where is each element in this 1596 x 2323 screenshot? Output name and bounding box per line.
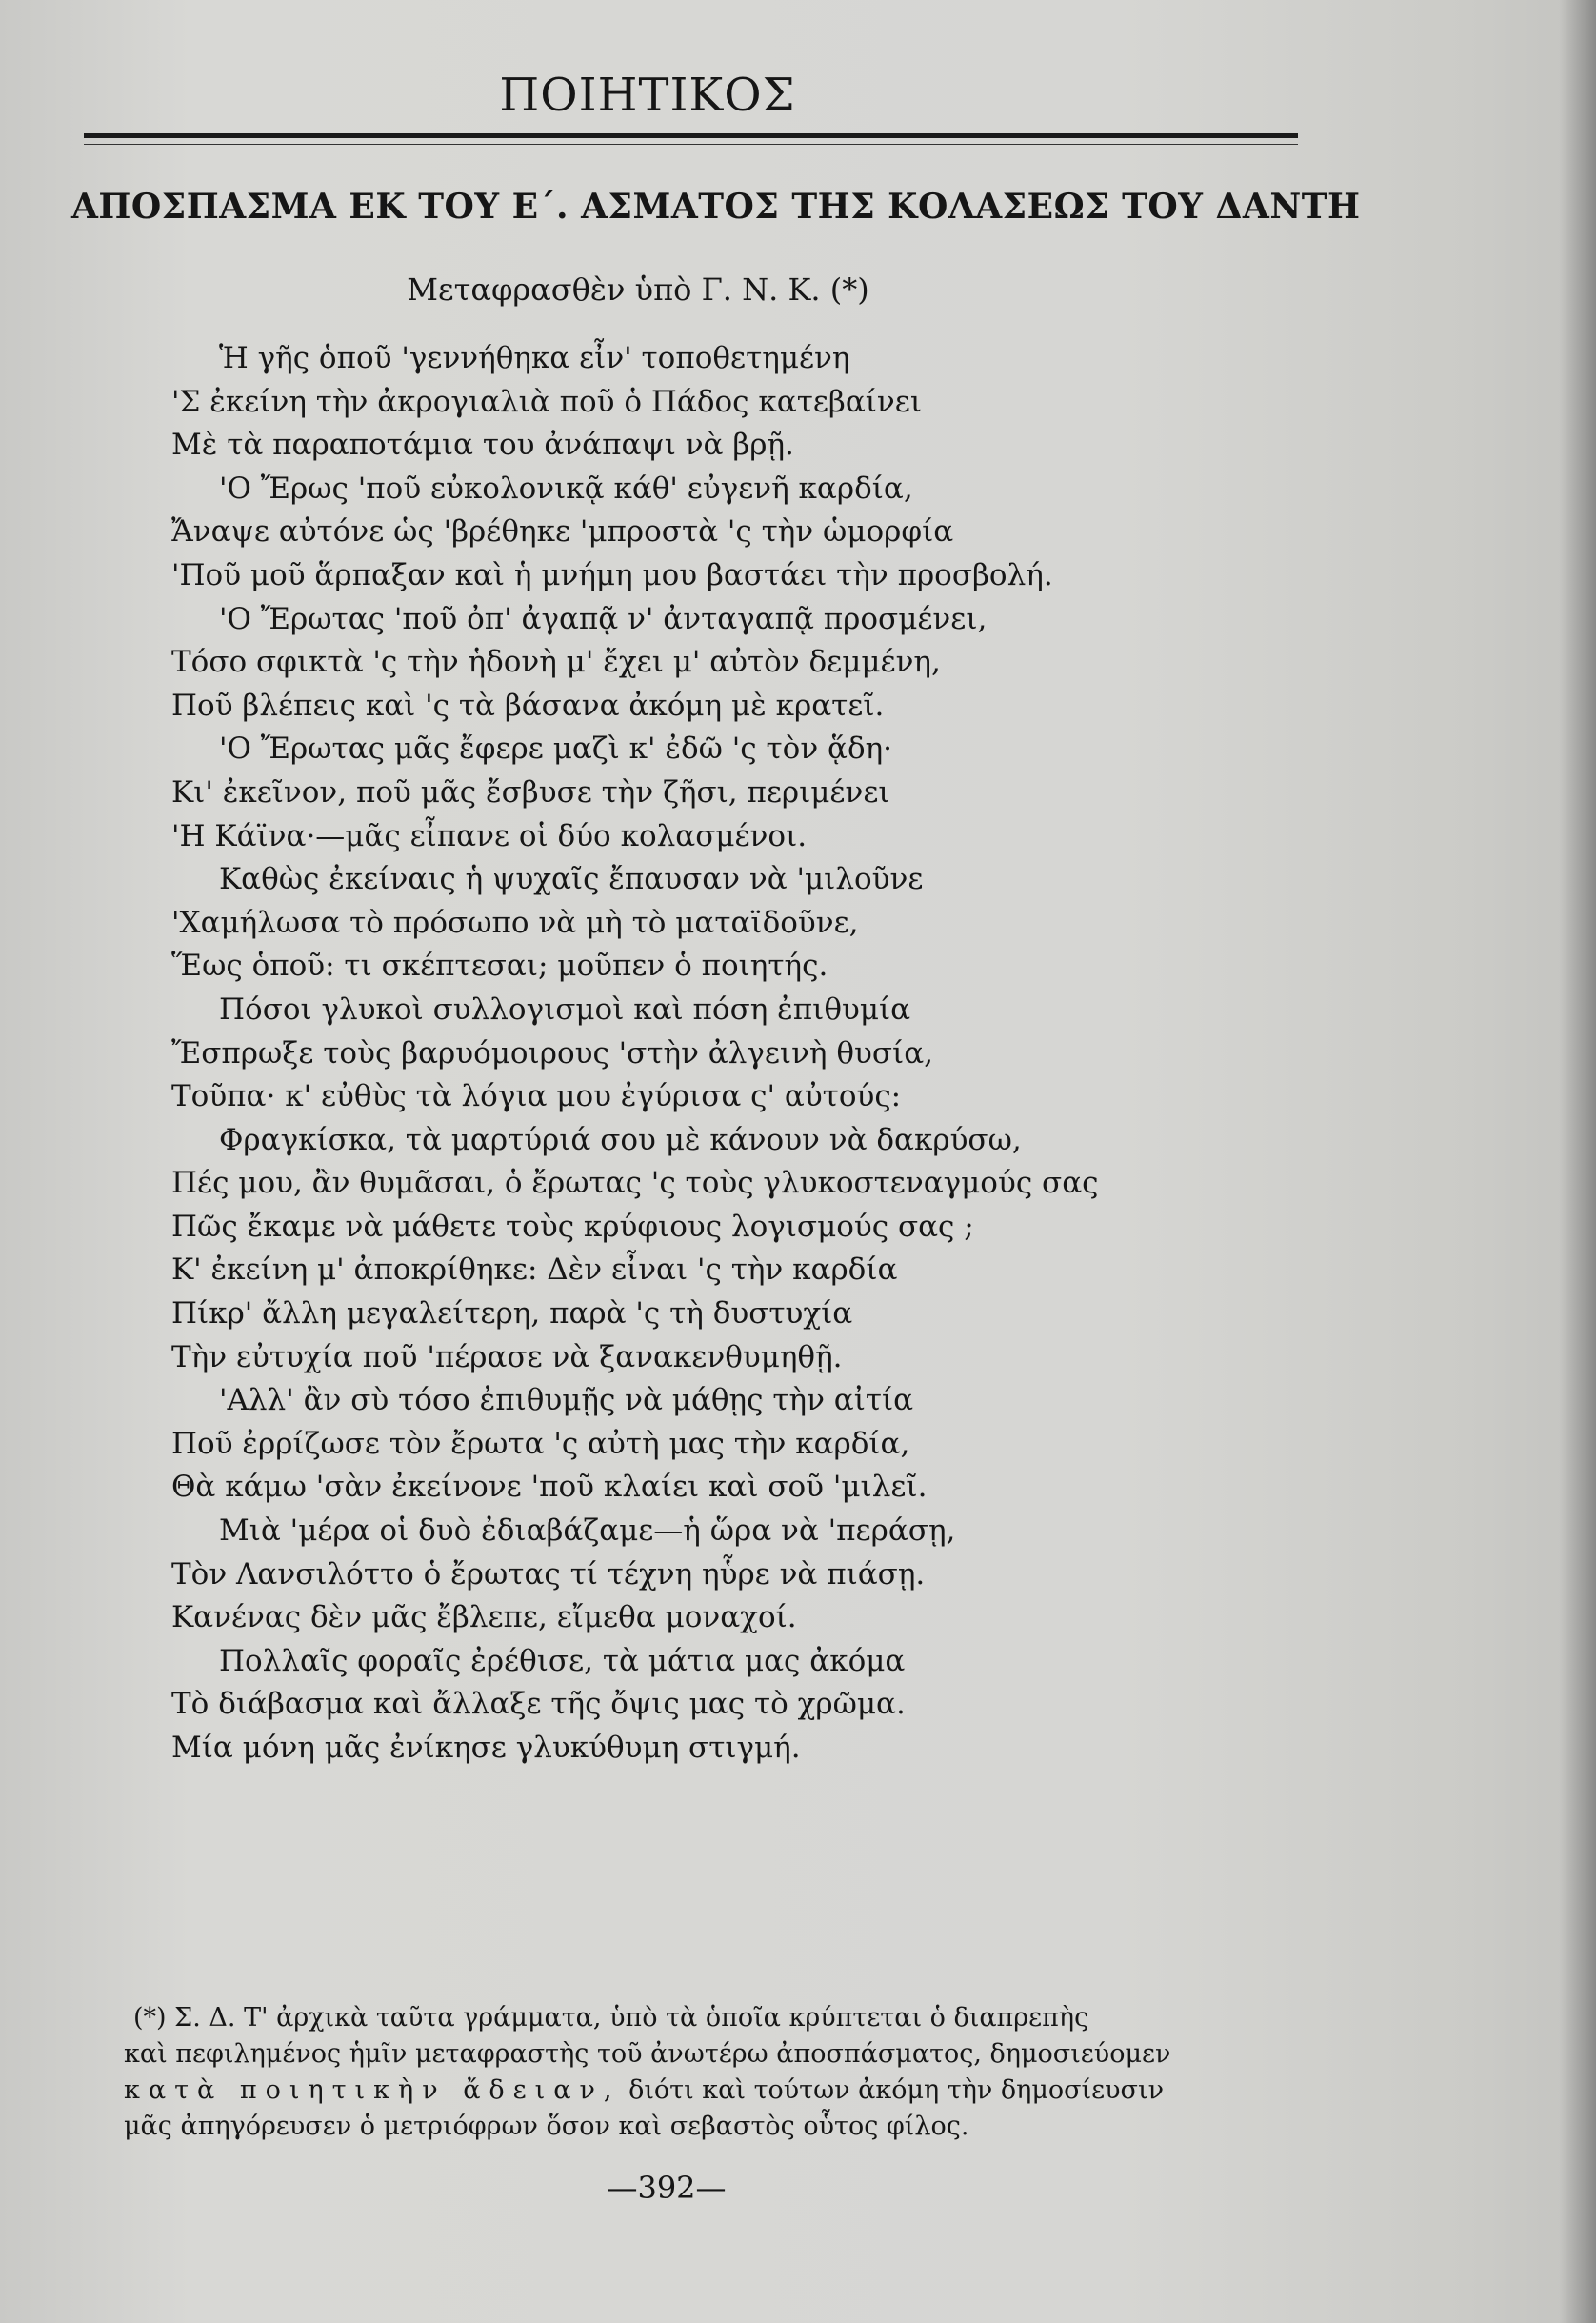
poem-line: Θὰ κάμω 'σὰν ἐκείνονε 'ποῦ κλαίει καὶ σοῦ 'μιλεῖ. bbox=[171, 1470, 928, 1505]
poem-line: Πόσοι γλυκοὶ συλλογισμοὶ καὶ πόση ἐπιθυμία bbox=[219, 991, 911, 1027]
poem-line: Τοῦπα· κ' εὐθὺς τὰ λόγια μου ἐγύρισα ς' αὐτούς: bbox=[171, 1079, 902, 1114]
poem-line: Κ' ἐκείνη μ' ἀποκρίθηκε: Δὲν εἶναι 'ς τὴν καρδία bbox=[171, 1252, 898, 1288]
translator-byline: Μεταφρασθὲν ὑπὸ Γ. Ν. Κ. (*) bbox=[407, 271, 869, 308]
spine-shadow bbox=[1560, 0, 1596, 2323]
footnote-line: καὶ πεφιλημένος ἡμῖν μεταφραστὴς τοῦ ἀνωτέρω ἀποσπάσματος, δημοσιεύομεν bbox=[124, 2039, 1171, 2069]
poem-line: Ἄναψε αὐτόνε ὡς 'βρέθηκε 'μπροστὰ 'ς τὴν ὡμορφία bbox=[171, 514, 954, 550]
poem-line: Τόσο σφικτὰ 'ς τὴν ἡδονὴ μ' ἔχει μ' αὐτὸν δεμμένη, bbox=[171, 645, 941, 680]
poem-line: Μιὰ 'μέρα οἱ δυὸ ἐδιαβάζαμε—ἡ ὥρα νὰ 'περάσῃ, bbox=[219, 1513, 956, 1549]
footnote-line-rest: διότι καὶ τούτων ἀκόμη τὴν δημοσίευσιν bbox=[620, 2075, 1164, 2105]
poem-line: Φραγκίσκα, τὰ μαρτύριά σου μὲ κάνουν νὰ δακρύσω, bbox=[219, 1122, 1022, 1157]
poem-line: Τὸν Λανσιλόττο ὁ ἔρωτας τί τέχνη ηὗρε νὰ πιάσῃ. bbox=[171, 1556, 926, 1592]
poem-line: Κι' ἐκεῖνον, ποῦ μᾶς ἔσβυσε τὴν ζῆσι, περιμένει bbox=[171, 774, 890, 810]
poem-line: Τὴν εὐτυχία ποῦ 'πέρασε νὰ ξανακενθυμηθῇ. bbox=[171, 1339, 843, 1374]
poem-body bbox=[171, 337, 1314, 1771]
poem-line: Τὸ διάβασμα καὶ ἄλλαξε τῆς ὄψις μας τὸ χρῶμα. bbox=[171, 1687, 906, 1722]
poem-line: Πῶς ἔκαμε νὰ μάθετε τοὺς κρύφιους λογισμούς σας ; bbox=[171, 1209, 974, 1244]
poem-line: Πολλαῖς φοραῖς ἐρέθισε, τὰ μάτια μας ἀκόμα bbox=[219, 1643, 906, 1678]
poem-line: Πίκρ' ἄλλη μεγαλείτερη, παρὰ 'ς τὴ δυστυχία bbox=[171, 1296, 853, 1332]
poem-line: 'Η Κάϊνα·—μᾶς εἶπανε οἱ δύο κολασμένοι. bbox=[171, 818, 808, 853]
poem-line: 'Ο Ἔρωτας μᾶς ἔφερε μαζὶ κ' ἐδῶ 'ς τὸν ᾅδη· bbox=[219, 731, 893, 767]
header-rule-thin bbox=[84, 144, 1298, 145]
page-number: —392— bbox=[607, 2170, 727, 2206]
footnote-line: μᾶς ἀπηγόρευσεν ὁ μετριόφρων ὅσον καὶ σεβαστὸς οὗτος φίλος. bbox=[124, 2112, 969, 2141]
poem-line: Ἡ γῆς ὁποῦ 'γεννήθηκα εἶν' τοποθετημένη bbox=[219, 341, 850, 375]
footnote-line: (*) Σ. Δ. Τ' ἀρχικὰ ταῦτα γράμματα, ὑπὸ τὰ ὁποῖα κρύπτεται ὁ διαπρεπὴς bbox=[133, 2003, 1089, 2033]
footnote-line bbox=[124, 2073, 1333, 2109]
poem-line: 'Χαμήλωσα τὸ πρόσωπο νὰ μὴ τὸ ματαϊδοῦνε, bbox=[171, 905, 859, 940]
poem-line: 'Ποῦ μοῦ ἅρπαξαν καὶ ἡ μνήμη μου βαστάει τὴν προσβολή. bbox=[171, 557, 1053, 592]
poem-line: 'Αλλ' ἂν σὺ τόσο ἐπιθυμῇς νὰ μάθῃς τὴν αἰτία bbox=[219, 1383, 914, 1418]
poem-line: Ἔσπρωξε τοὺς βαρυόμοιρους 'στὴν ἀλγεινὴ θυσία, bbox=[171, 1035, 933, 1071]
poem-line: Ποῦ βλέπεις καὶ 'ς τὰ βάσανα ἀκόμη μὲ κρατεῖ. bbox=[171, 688, 885, 723]
poem-line: Μὲ τὰ παραποτάμια του ἀνάπαψι νὰ βρῇ. bbox=[171, 428, 794, 463]
poem-line: Πές μου, ἂν θυμᾶσαι, ὁ ἔρωτας 'ς τοὺς γλυκοστεναγμούς σας bbox=[171, 1166, 1099, 1201]
header-rule-thick bbox=[84, 133, 1298, 138]
poem-line: 'Ο Ἔρως 'ποῦ εὐκολονικᾷ κάθ' εὐγενῆ καρδία, bbox=[219, 471, 913, 506]
poem-line: Ἕως ὁποῦ: τι σκέπτεσαι; μοῦπεν ὁ ποιητής. bbox=[171, 949, 828, 984]
running-head: ΠΟΙΗΤΙΚΟΣ bbox=[499, 69, 796, 122]
poem-line: Ποῦ ἐρρίζωσε τὸν ἔρωτα 'ς αὐτὴ μας τὴν καρδία, bbox=[171, 1426, 910, 1461]
section-title: ΑΠΟΣΠΑΣΜΑ ΕΚ ΤΟΥ Ε΄. ΑΣΜΑΤΟΣ ΤΗΣ ΚΟΛΑΣΕΩΣ ΤΟΥ ΔΑΝΤΗ bbox=[71, 187, 1361, 227]
poem-line: 'Σ ἐκείνη τὴν ἀκρογιαλιὰ ποῦ ὁ Πάδος κατεβαίνει bbox=[171, 384, 922, 419]
footnote-spaced-phrase: κατὰ ποιητικὴν ἄδειαν, bbox=[124, 2075, 621, 2105]
poem-line: 'Ο Ἔρωτας 'ποῦ ὀπ' ἀγαπᾷ ν' ἀνταγαπᾷ προσμένει, bbox=[219, 601, 988, 636]
poem-line: Κανένας δὲν μᾶς ἔβλεπε, εἴμεθα μοναχοί. bbox=[171, 1600, 797, 1635]
poem-line: Καθὼς ἐκείναις ἡ ψυχαῖς ἔπαυσαν νὰ 'μιλοῦνε bbox=[219, 862, 924, 897]
footnote bbox=[124, 2000, 1333, 2145]
poem-line: Μία μόνη μᾶς ἐνίκησε γλυκύθυμη στιγμή. bbox=[171, 1731, 801, 1765]
